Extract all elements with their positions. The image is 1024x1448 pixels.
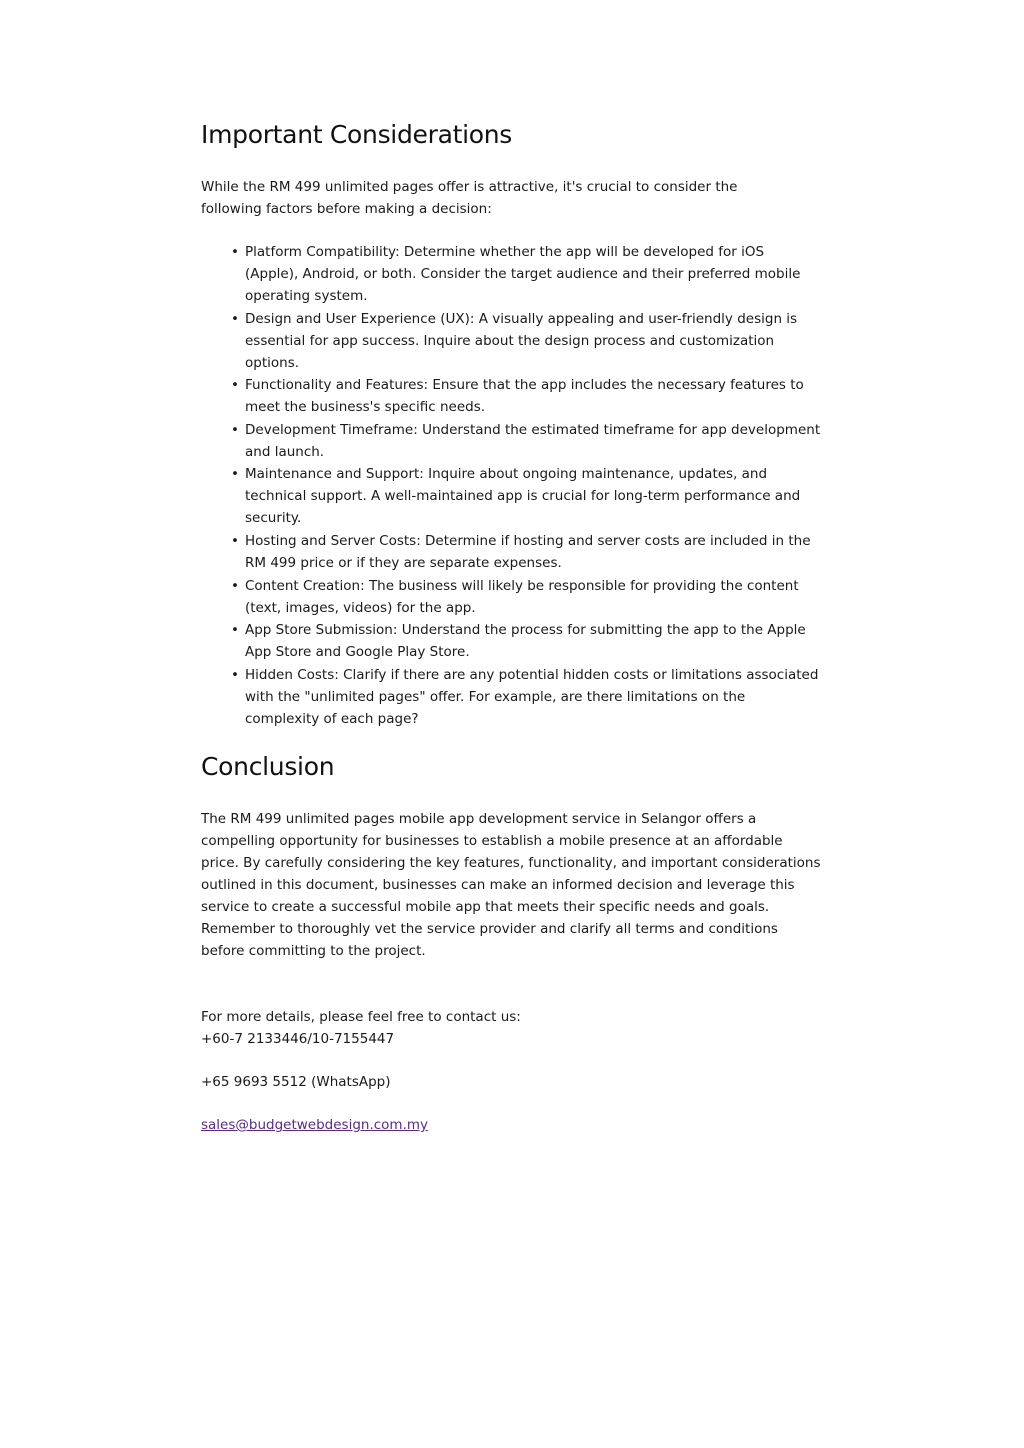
list-item: • App Store Submission: Understand the process for submitting the app to the Apple App Store and Google Play Store. <box>201 619 821 663</box>
list-item: • Platform Compatibility: Determine whether the app will be developed for iOS (Apple), Android, or both. Consider the target audience and their preferred mobile operating system. <box>201 241 821 307</box>
list-item: • Hidden Costs: Clarify if there are any potential hidden costs or limitations associated with the "unlimited pages" offer. For example, are there limitations on the complexity of each page? <box>201 664 821 730</box>
contact-intro: For more details, please feel free to contact us: <box>201 1009 521 1025</box>
list-item: • Development Timeframe: Understand the estimated timeframe for app development and launch. <box>201 419 821 463</box>
list-item: • Maintenance and Support: Inquire about ongoing maintenance, updates, and technical support. A well-maintained app is crucial for long-term performance and security. <box>201 463 821 529</box>
contact-phone: +60-7 2133446/10-7155447 <box>201 1031 395 1047</box>
contact-section <box>201 1006 801 1136</box>
list-item: • Content Creation: The business will likely be responsible for providing the content (text, images, videos) for the app. <box>201 575 821 619</box>
contact-email-link[interactable]: sales@budgetwebdesign.com.my <box>201 1117 429 1133</box>
list-item: • Design and User Experience (UX): A visually appealing and user-friendly design is essential for app success. Inquire about the design process and customization options. <box>201 308 821 374</box>
considerations-list <box>201 241 821 730</box>
list-item: • Functionality and Features: Ensure that the app includes the necessary features to meet the business's specific needs. <box>201 374 821 418</box>
conclusion-paragraph: The RM 499 unlimited pages mobile app development service in Selangor offers a compelling opportunity for businesses to establish a mobile presence at an affordable price. By carefully considering the key features, functionality, and important considerations outlined in this document, businesses can make an informed decision and leverage this service to create a successful mobile app that meets their specific needs and goals. Remember to thoroughly vet the service provider and clarify all terms and conditions before committing to the project. <box>201 811 821 959</box>
heading-conclusion: Conclusion <box>201 752 335 781</box>
list-item: • Hosting and Server Costs: Determine if hosting and server costs are included in the RM 499 price or if they are separate expenses. <box>201 530 821 574</box>
considerations-intro: While the RM 499 unlimited pages offer is attractive, it's crucial to consider the following factors before making a decision: <box>201 179 738 217</box>
heading-important-considerations: Important Considerations <box>201 120 513 149</box>
contact-whatsapp: +65 9693 5512 (WhatsApp) <box>201 1074 391 1090</box>
